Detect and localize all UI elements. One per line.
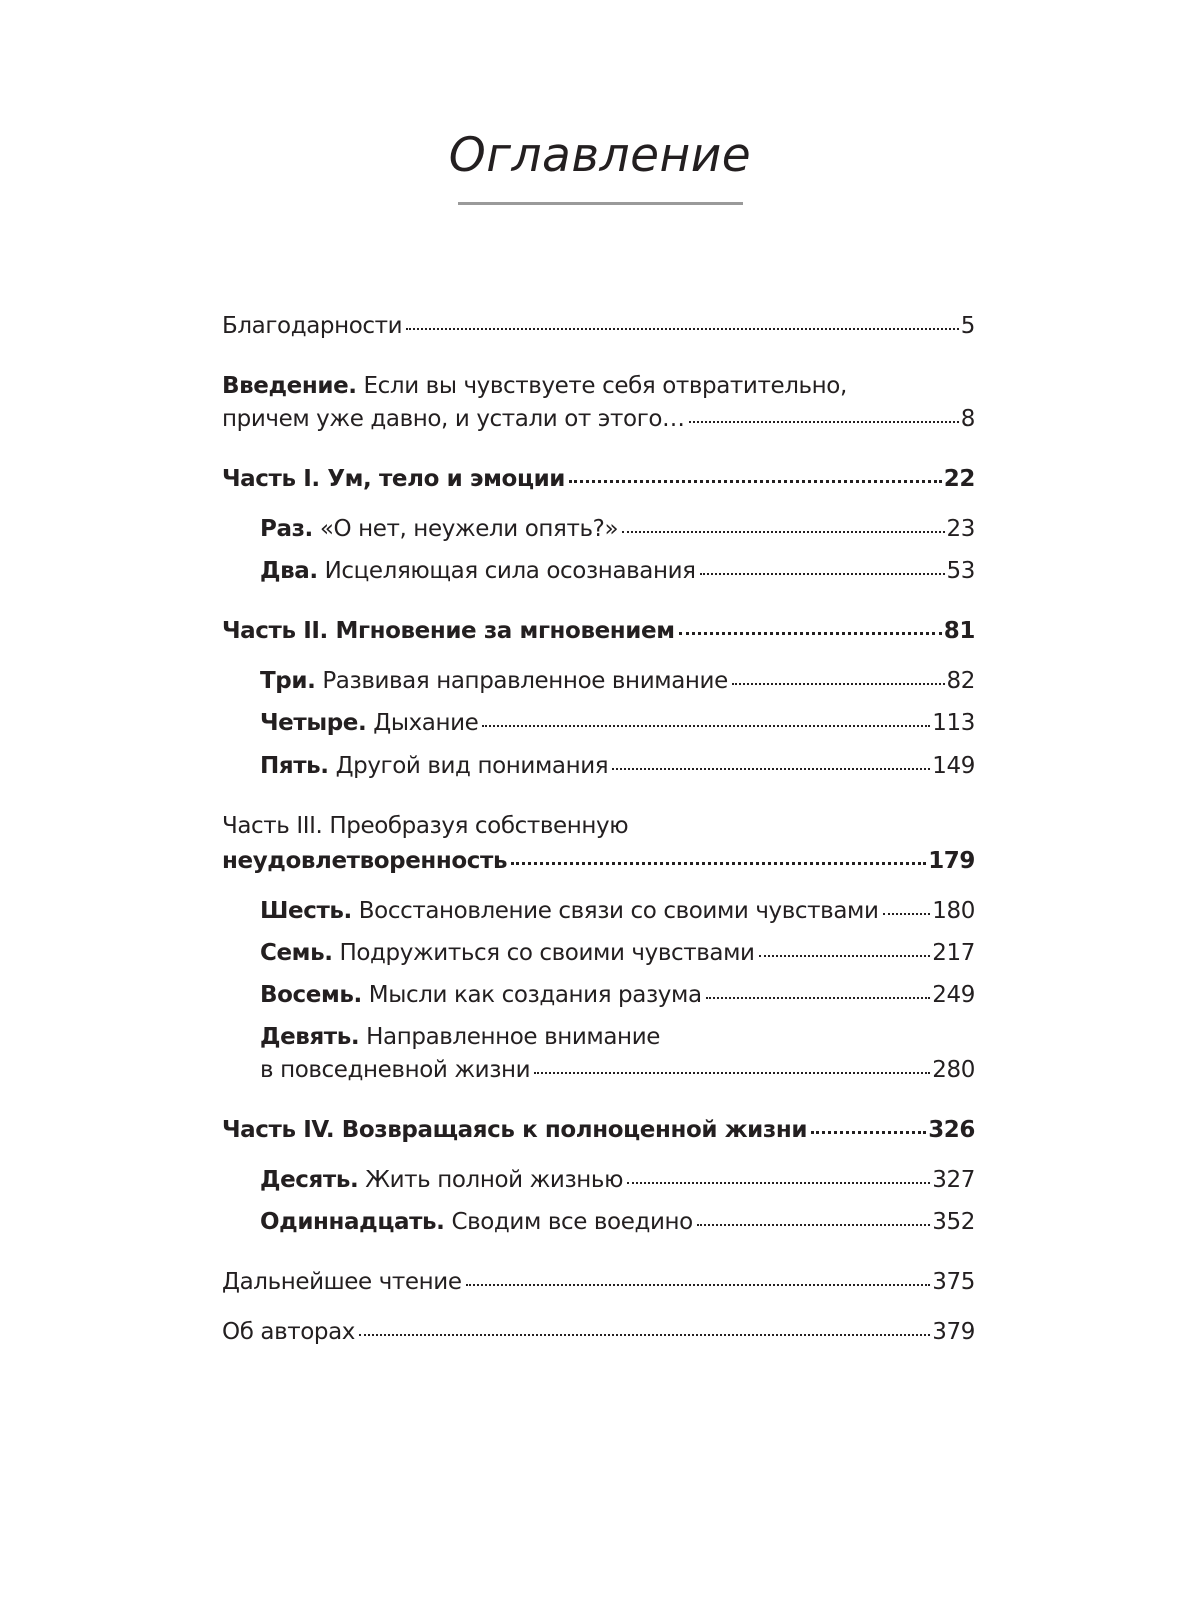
toc-chapter-title: Направленное внимание [366,1024,660,1050]
dot-leader [679,632,942,635]
toc-chapter-title: Дыхание [373,710,479,736]
title-underline [458,202,743,205]
toc-part-4[interactable] [222,1119,975,1142]
page-title: Оглавление [448,128,752,183]
dot-leader [612,768,930,770]
toc-part-3-line2[interactable] [222,850,975,873]
toc-chapter-title: Другой вид понимания [335,753,609,779]
toc-chapter[interactable] [260,984,975,1007]
toc-chapter-lead: Два. [260,558,318,584]
toc-chapter-lead: Пять. [260,753,329,779]
toc-entry-intro-line1[interactable] [222,375,975,398]
toc-page-number: 217 [932,940,975,966]
dot-leader [569,480,942,483]
toc-chapter-lead: Раз. [260,516,313,542]
toc-entry-label: Благодарности [222,313,403,339]
dot-leader [622,531,944,533]
toc-chapter-lead: Три. [260,668,316,694]
dot-leader [697,1224,930,1226]
toc-chapter-title: «О нет, неужели опять?» [319,516,619,542]
toc-entry-intro-line2[interactable] [222,408,975,431]
dot-leader [627,1182,930,1184]
toc-chapter-title: Мысли как создания разума [368,982,702,1008]
toc-chapter-title: Развивая направленное внимание [322,668,728,694]
toc-chapter-lead: Шесть. [260,898,352,924]
toc-chapter-lead: Десять. [260,1167,359,1193]
toc-chapter[interactable] [260,755,975,778]
toc-chapter[interactable] [260,560,975,583]
toc-entry-label: Об авторах [222,1319,356,1345]
toc-part-3-line1[interactable] [222,815,975,838]
toc-entry-label: Если вы чувствуете себя отвратительно, [363,373,847,399]
dot-leader [359,1334,930,1336]
toc-entry-label: Дальнейшее чтение [222,1269,462,1295]
toc-page-number: 113 [932,710,975,736]
dot-leader [466,1284,931,1286]
toc-page-number: 82 [946,668,975,694]
toc-entry-further-reading[interactable] [222,1271,975,1294]
toc-page-number: 379 [932,1319,975,1345]
toc-page-number: 149 [932,753,975,779]
toc-page-number: 22 [943,466,975,492]
toc-chapter-title: Восстановление связи со своими чувствами [358,898,879,924]
dot-leader [534,1072,930,1074]
toc-chapter-lead: Девять. [260,1024,360,1050]
toc-page-number: 326 [928,1117,975,1143]
toc-chapter[interactable] [260,1211,975,1234]
toc-page-number: 5 [960,313,975,339]
toc-chapter[interactable] [260,1169,975,1192]
dot-leader [689,421,959,423]
toc-part-1[interactable] [222,468,975,491]
toc-chapter-lead: Одиннадцать. [260,1209,445,1235]
toc-chapter-title: Жить полной жизнью [365,1167,624,1193]
dot-leader [511,862,926,865]
dot-leader [482,725,930,727]
toc-chapter-9-line2[interactable] [260,1059,975,1082]
toc-chapter-title: Исцеляющая сила осознавания [324,558,696,584]
toc-chapter[interactable] [260,900,975,923]
dot-leader [732,683,945,685]
toc-chapter-9-line1[interactable] [260,1026,975,1049]
toc-page-number: 280 [932,1057,975,1083]
toc-chapter-title: Подружиться со своими чувствами [339,940,755,966]
dot-leader [759,955,931,957]
dot-leader [700,573,945,575]
dot-leader [406,328,959,330]
toc-entry-lead: Введение. [222,373,357,399]
toc-page-number: 180 [932,898,975,924]
toc-page-number: 53 [946,558,975,584]
dot-leader [706,997,931,999]
toc-chapter[interactable] [260,712,975,735]
toc-chapter[interactable] [260,670,975,693]
toc-part-2[interactable] [222,620,975,643]
toc-page-number: 375 [932,1269,975,1295]
toc-part-label: неудовлетворенность [222,848,508,874]
toc-chapter-lead: Семь. [260,940,333,966]
toc-page-number: 352 [932,1209,975,1235]
toc-page-number: 23 [946,516,975,542]
toc-entry-about-authors[interactable] [222,1321,975,1344]
toc-page-number: 249 [932,982,975,1008]
toc-page-number: 81 [943,618,975,644]
dot-leader [883,913,931,915]
toc-part-label: Часть I. Ум, тело и эмоции [222,466,566,492]
toc-chapter-lead: Четыре. [260,710,367,736]
toc-page-number: 179 [928,848,975,874]
toc-chapter[interactable] [260,518,975,541]
toc-part-label: Часть II. Мгновение за мгновением [222,618,675,644]
toc-entry-label: причем уже давно, и устали от этого… [222,406,685,432]
toc-chapter-title: Сводим все воедино [451,1209,693,1235]
toc-part-label: Часть IV. Возвращаясь к полноценной жизни [222,1117,808,1143]
toc-chapter[interactable] [260,942,975,965]
toc-chapter-title: в повседневной жизни [260,1057,531,1083]
toc-page-number: 8 [960,406,975,432]
toc-part-label: Часть III. Преобразуя собственную [222,813,629,839]
toc-page-number: 327 [932,1167,975,1193]
toc-entry-acknowledgements[interactable] [222,315,975,338]
dot-leader [811,1131,926,1134]
toc-chapter-lead: Восемь. [260,982,362,1008]
